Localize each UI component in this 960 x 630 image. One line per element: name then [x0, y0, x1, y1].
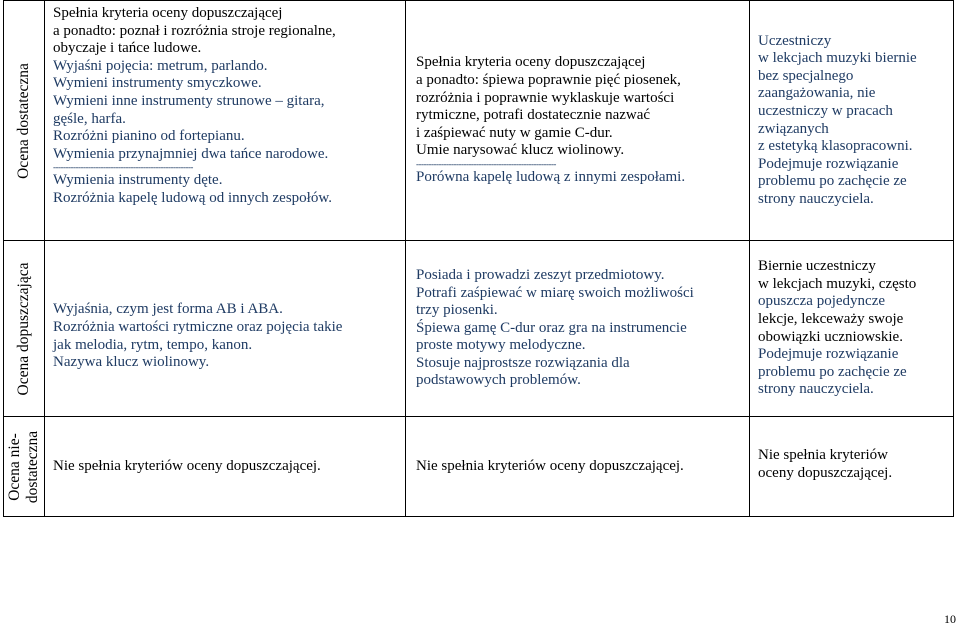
criteria-cell-col2	[406, 241, 750, 417]
criteria-text: Biernie uczestniczy w lekcjach muzyki, często opuszcza pojedyncze lekcje, lekceważy swoje obowiązki uczniowskie. Podejmuje rozwiązanie problemu po zachęcie ze strony nauczyciela.	[758, 258, 917, 398]
dashed-separator: --------------------------------------------------------	[53, 163, 193, 173]
criteria-cell-col1	[45, 1, 406, 241]
criteria-text: Uczestniczy w lekcjach muzyki biernie bez specjalnego zaangażowania, nie uczestniczy w pracach związanych z estetyką klasopracowni. Podejmuje rozwiązanie problemu po zachęcie ze strony nauczyciela.	[758, 32, 917, 207]
criteria-cell-col1	[45, 417, 406, 517]
grading-criteria-table	[3, 0, 954, 517]
criteria-text: Wyjaśnia, czym jest forma AB i ABA. Rozróżnia wartości rytmiczne oraz pojęcia takie jak melodia, rytm, tempo, kanon. Nazywa klucz wiolinowy.	[53, 301, 343, 371]
row-dostateczna	[4, 1, 954, 241]
grade-label: Ocena dostateczna	[15, 62, 32, 179]
grade-label-cell	[4, 417, 45, 517]
criteria-text: Posiada i prowadzi zeszyt przedmiotowy. Potrafi zaśpiewać w miarę swoich możliwości trzy piosenki. Śpiewa gamę C-dur oraz gra na instrumencie proste motywy melodyczne. Stosuje najprostsze rozwiązania dla podstawowych problemów.	[416, 266, 694, 389]
row-dopuszczajaca	[4, 241, 954, 417]
criteria-cell-col3	[750, 1, 954, 241]
criteria-text: Spełnia kryteria oceny dopuszczającej a ponadto: śpiewa poprawnie pięć piosenek, rozróżnia i poprawnie wyklaskuje wartości rytmiczne, potrafi dostatecznie nazwać i zaśpiewać nuty w gamie C-dur. Umie narysować klucz wiolinowy. -------------------------------------------------------- Porówna kapelę ludową z innymi zespołami.	[406, 54, 749, 186]
criteria-text: Nie spełnia kryteriów oceny dopuszczającej.	[758, 447, 893, 481]
row-niedostateczna	[4, 417, 954, 517]
grade-label-cell	[4, 241, 45, 417]
dashed-separator: --------------------------------------------------------	[416, 159, 556, 169]
criteria-cell-col2	[406, 417, 750, 517]
page-number: 10	[944, 612, 956, 626]
criteria-text: Spełnia kryteria oceny dopuszczającej a ponadto: poznał i rozróżnia stroje regionalne, obyczaje i tańce ludowe. Wyjaśni pojęcia: metrum, parlando. Wymieni instrumenty smyczkowe. Wymieni inne instrumenty strunowe – gitara, gęśle, harfa. Rozróżni pianino od fortepianu. Wymienia przynajmniej dwa tańce narodowe. -------------------------------------------------------- Wymienia instrumenty dęte. Rozróżnia kapelę ludową od innych zespołów.	[45, 1, 405, 208]
criteria-text: Nie spełnia kryteriów oceny dopuszczającej.	[53, 457, 321, 474]
criteria-cell-col3	[750, 417, 954, 517]
grade-label: Ocena dopuszczająca	[15, 262, 32, 395]
criteria-cell-col3	[750, 241, 954, 417]
criteria-cell-col1	[45, 241, 406, 417]
criteria-cell-col2	[406, 1, 750, 241]
grade-label-cell	[4, 1, 45, 241]
grade-label: Ocena nie- dostateczna	[6, 430, 41, 503]
criteria-text: Nie spełnia kryteriów oceny dopuszczającej.	[416, 457, 684, 474]
